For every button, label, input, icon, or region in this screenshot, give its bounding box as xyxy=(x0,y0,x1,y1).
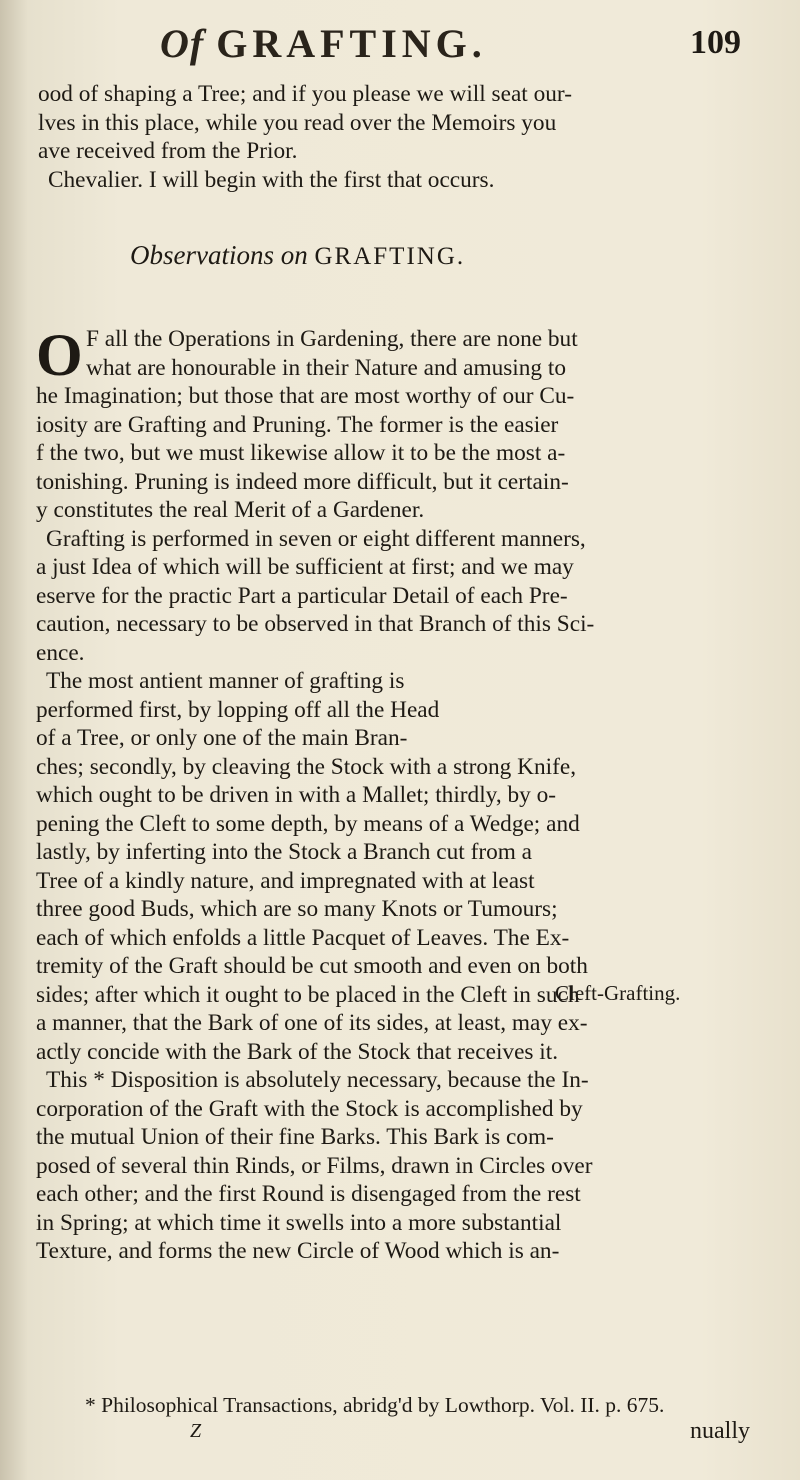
paragraph-line: he Imagination; but those that are most worthy of our Cu- xyxy=(36,383,575,409)
paragraph-line: pening the Cleft to some depth, by means of a Wedge; and xyxy=(36,810,580,837)
section-title-prefix: Observations on xyxy=(130,240,308,270)
paragraph-line: lastly, by inferting into the Stock a Branch cut from a xyxy=(36,839,533,865)
paragraph-line: Tree of a kindly nature, and impregnated with at least xyxy=(36,867,535,894)
paragraph-line: This * Disposition is absolutely necessary, because the In- xyxy=(46,1067,589,1093)
main-text xyxy=(36,322,798,1266)
paragraph-line: performed first, by lopping off all the Head xyxy=(36,696,440,723)
paragraph-line: eserve for the practic Part a particular Detail of each Pre- xyxy=(36,582,568,609)
paragraph-line: three good Buds, which are so many Knots or Tumours; xyxy=(36,896,558,922)
paragraph-line: ence. xyxy=(36,639,85,666)
margin-note: Cleft-Grafting. xyxy=(555,981,681,1005)
paragraph-line: in Spring; at which time it swells into a more substantial xyxy=(36,1209,562,1236)
section-title-caps: GRAFTING. xyxy=(314,243,466,270)
paragraph-line: y constitutes the real Merit of a Gardener. xyxy=(36,497,425,523)
running-head-of: Of xyxy=(160,21,205,66)
running-head-title: GRAFTING. xyxy=(216,21,487,66)
paragraph-line: which ought to be driven in with a Mallet; thirdly, by o- xyxy=(36,782,556,808)
footnote: * Philosophical Transactions, abridg'd by Lowthorp. Vol. II. p. 675. xyxy=(85,1393,665,1417)
paragraph-line: tremity of the Graft should be cut smooth and even on both xyxy=(36,953,588,979)
running-head xyxy=(160,20,487,67)
paragraph-line: a just Idea of which will be sufficient at first; and we may xyxy=(36,554,574,580)
drop-cap: O xyxy=(36,322,83,388)
paragraph-line: f the two, but we must likewise allow it to be the most a- xyxy=(36,440,566,466)
signature-mark: Z xyxy=(190,1420,202,1442)
paragraph-line: ches; secondly, by cleaving the Stock with a strong Knife, xyxy=(36,753,577,780)
intro-line: ave received from the Prior. xyxy=(38,138,298,164)
paragraph-line: F all the Operations in Gardening, there are none but xyxy=(86,326,578,352)
page-header xyxy=(0,18,800,78)
paragraph-line: Grafting is performed in seven or eight different manners, xyxy=(46,525,586,552)
paragraph-line: caution, necessary to be observed in that Branch of this Sci- xyxy=(36,611,595,637)
intro-line: lves in this place, while you read over the Memoirs you xyxy=(38,109,557,136)
catchword: nually xyxy=(690,1418,750,1444)
section-title xyxy=(130,240,465,271)
paragraph-line: what are honourable in their Nature and amusing to xyxy=(86,354,567,381)
paragraph-line: The most antient manner of grafting is xyxy=(46,668,405,694)
paragraph-line: posed of several thin Rinds, or Films, drawn in Circles over xyxy=(36,1152,593,1179)
paragraph-line: iosity are Grafting and Pruning. The former is the easier xyxy=(36,411,559,438)
paragraph-line: each of which enfolds a little Pacquet of Leaves. The Ex- xyxy=(36,924,570,951)
intro-line: ood of shaping a Tree; and if you please we will seat our- xyxy=(38,81,572,107)
paragraph-line: actly concide with the Bark of the Stock that receives it. xyxy=(36,1038,559,1065)
paragraph-line: corporation of the Graft with the Stock is accomplished by xyxy=(36,1095,583,1122)
paragraph-line: sides; after which it ought to be placed in the Cleft in such xyxy=(36,981,580,1008)
page-number: 109 xyxy=(690,24,741,61)
paragraph-line: a manner, that the Bark of one of its sides, at least, may ex- xyxy=(36,1010,588,1036)
paragraph-line: of a Tree, or only one of the main Bran- xyxy=(36,725,408,751)
paragraph-line: the mutual Union of their fine Barks. This Bark is com- xyxy=(36,1124,554,1150)
paragraph-line: each other; and the first Round is disengaged from the rest xyxy=(36,1181,581,1207)
paragraph-line: Texture, and forms the new Circle of Wood which is an- xyxy=(36,1238,560,1264)
intro-line: Chevalier. I will begin with the first that occurs. xyxy=(48,166,495,193)
paragraph-line: tonishing. Pruning is indeed more difficult, but it certain- xyxy=(36,468,569,495)
intro-text xyxy=(38,80,798,194)
